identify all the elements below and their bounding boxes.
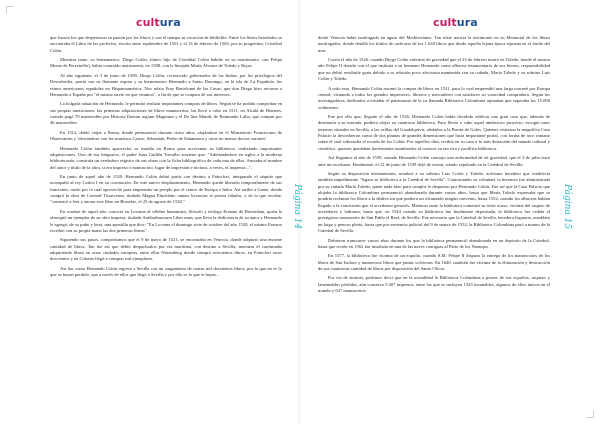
crop-mark-top-left (6, 6, 14, 14)
page-number-left: Página 14 (292, 184, 302, 230)
paragraph: Siguiendo sus pasos, comprobamos que el 9 de mayo de 1521, se encontraba en Venecia, donde adquirió una enorme cantidad de libros. Tan fue así que debió despacharlos por vía marítima, con destino a Sevilla, mientras él continuaba adquiriendo libros en otras ciudades europeas, entre ellas Nüremberg donde compró seiscientos libros, en Fráncfort otros doscientos y en Colonia llegó a comprar mil ejemplares. (50, 237, 282, 262)
logo-right (430, 13, 481, 27)
logo-left (133, 13, 184, 27)
paragraph: que fueron los que despertaron su pasión por los libros y con el tiempo su vocación de bibliófilo. Entre los libros heredados se encontraba el Libro de las profecías, escrito entre septiembre de 1501 y el 13 de febrero de 1504, por su progenitor, Cristóbal Colón. (50, 35, 282, 53)
paragraph: Hernando Colón también aprovechó su estadía en Roma para acrecentar su biblioteca, realizando importantes adquisiciones. Uno de sus biógrafos, el padre Juan Guillén Torralbo sostiene que: "Adelantándose en siglos a la moderna biblioteconía, construía un verdadero registro de sus obras con la ficha bibliográfica de cada una de ellas: Anotaba el nombre del autor y título de la obra, si era impreso o manuscrito, lugar de impresión e incluso, a veces, el impresor...". (50, 145, 282, 170)
paragraph: Por vía de síntesis, podemos decir que en la actualidad la Biblioteca Colombina a poseer de sus expolios, saqueos y lamentables pérdidas, aún conserva 5.407 impresos, entre los que se incluyen 1323 incunables, algunos de ellos únicos en el mundo y 637 manuscritos. (318, 275, 550, 294)
paragraph: Al año siguiente, el 3 de junio de 1509, Diego Colón, reconocido gobernador de las Indias, por los privilegios del Descubridor, partió con su flamante esposa y su hermanastro Hernando a Santo Domingo, en la isla de La Española, los reinos americanos españoles en Hispanoamérica. Nos relata Fray Bartolomé de las Casas, que don Diego hizo retornar a Hernando a España por "el mismo navío en que vinimos", a fin de que se ocupara de sus intereses. (50, 72, 282, 97)
paragraph: Corría el año de 1526, cuando Diego Colón enfermó de gravedad que el 23 de febrero murió en Toledo, donde el mismo año Felipe II dotado con el que instituía a su hermano Hernando como albacea testamentario de sus bienes, responsabilidad que no debió resultarle grata debido a su relación poco afectuosa mantenida con su cuñada, María Toledo y su sobrino Luis Colón y Toledo. (318, 57, 550, 82)
paragraph: Mientras tanto, su hermanastro, Diego Colón, (único hijo de Cristóbal Colón habido en su matrimonio, con Felipa Moniz de Perestrello), había contraído matrimonio, en 1508, con la linajuda María Álvarez de Toledo y Rojas. (50, 57, 282, 69)
logo-main: cult (433, 16, 457, 29)
paragraph: En 1577, la biblioteca fue víctima de un expolio, cuando S.M. Felipe II dispuso la entrega de los manuscritos de los libros de San Isidoro y numerosos libros que jamás volvieron. En 1640, también fue víctima de la eliminación y destrucción de sus cuantiosas cantidad de libros por disposición del Santo Oficio. (318, 253, 550, 271)
right-page (318, 35, 550, 397)
paragraph: Fue por ello que, llegado el año de 1526, Hernando Colón había decidido edificar una gran casa que, además de destinarla a su morada, pudiera alojar su cuantiosa biblioteca. Para llevar a cabo aquel ambicioso proyecto, escogió unos terrenos situados en Sevilla, a las orillas del Guadalquivir, aledaños a la Puerta de Goles. Quienes visitaron la magnífica Casa Palacio la describieron como de dos plantas de grandes dimensiones que lucía importante portal, con forma de arco romano sobre el cual sobresalía el escudo de los Colón. Por aquellos días, recibía en su casa a lo más destacado del mundo cultural y científico, quienes quedaban fuertemente asombrados al conocer su tan rica y prolífica biblioteca. (318, 114, 550, 151)
logo-tail: ura (456, 16, 478, 29)
logo-main: cult (136, 16, 160, 29)
page-number-right: Página 15 (562, 184, 572, 230)
logo-tail: ura (159, 16, 181, 29)
paragraph: En octubre de aquel año, conoció en Lovaina al célebre humanista, filósofo y teólogo Erasmo de Rotterdam, quien le obsequió un ejemplar de su obra impresa, titulada Antibarbarorum Liber unus, que lleva la dedicatoria de su autor y Hernando le agregó, de su puño y letra, una apostilla que dice: "En Lovaina el domingo siete de octubre del año 1520, el mismo Erasmo escribió con su propia mano las dos primeras líneas". (50, 208, 282, 233)
logo-box (430, 13, 481, 31)
paragraph: En junio de aquel año de 1520, Hernando Colón debió partir con destino a Fráncfort, integrando el séquito que acompañó al rey Carlos I en su coronación. En este nuevo desplazamiento, Hernando quedó liberado temporalmente de sus funciones, razón por la cual aprovechó para emprender un periplo por el centro de Europa e Italia. Así arribó a Gante, donde compró la obra de Conradi Thuricense, titulada Magna Elucidatio omnes hystorias et poetas fabulas, y de la que escribe, "comencé a leer y anotar este libro en Bruselas, el 25 de agosto de 1520." (50, 174, 282, 205)
paragraph: Así fue como Hernando Colón regresó a Sevilla con un cargamento de cuatro mil doscientos libros, por lo que no es lo que se hayan perdido, que a través de ellos que llegó a Sevilla y por ello es lo que te hayas... (50, 265, 282, 278)
paragraph: desde Venecia había naufragado en aguas del Mediterráneo. Tan triste noticia la testimonió en su Memorial de los libros naufragados, donde detalló los títulos de cada uno de los 1.638 libros que desde aquella lejana época reposan en el fondo del mar. (318, 35, 550, 53)
paragraph: La holgada situación de Hernando, le permitió realizar importantes compras de libros. Según se ha podido comprobar en sus propias anotaciones, las primeras adquisiciones de libros manuscritos, las llevó a cabo en 1511, en Alcalá de Henares, cuando pagó 70 maravedíes por Historia Iherum regium Magerum y el De fine Mundi, de Raimundo Lulio, que compró por 46 maravedíes. (50, 101, 282, 126)
left-page (50, 35, 282, 397)
paragraph: Así llegamos al año de 1539, cuando Hernando Colón contrajo una enfermedad de tal gravedad, que el 3 de julio testó ante un escribano. Finalmente, el 12 de junio de 1539 dejó de existir, siendo sepultado en la Catedral de Sevilla. (318, 155, 550, 167)
logo-box (133, 13, 184, 31)
paragraph: Debieron transcurrir varios años durante los que la biblioteca permaneció abandonada en un depósito de la Catedral, hasta que recién en 1562 fue instalada en una de las naves contiguas al Patio de los Naranjos. (318, 237, 550, 249)
crop-mark-bottom-right (586, 410, 594, 418)
logo-wordmark (433, 16, 478, 29)
paragraph: Según su disposición testamentaria, nombró a su sobrino Luis Colón y Toledo, acérrimo heredero que establecía también impedimento "legara su biblioteca a la Catedral de Sevilla". Contrariando su voluntad, la herencia fue administrada por su cuñada María Toledo, quien nada hizo para cumplir lo dispuesto por Hernando Colón. Fue así que la Casa Palacio que alojaba la biblioteca Colombina permaneció abandonada durante varios años, hasta que María Toledo expresaba que se pondría reclamar los libros a la dádiva sin que pudiera ser alcanzado ningún convenio, hasta 1552, cuando los albaceas habían llegado a la conclusión que el arcedeano genovés. Mientras tanto la biblioteca comenzó su triste ocaso, víctima del saqueo de acreedores y ladrones, hasta que, en 1544 cuando su biblioteca fue finalmente depositada, la biblioteca fue cedida al prestigioso monasterio de San Pablo el Real, de Sevilla. Fue necesario que la Catedral de Sevilla, heredera legataria, entablara un largo y penoso pleito, hasta que por sentencia judicial del 9 de marzo de 1552, la Biblioteca Colombina pasó a manos de la Catedral de Sevilla. (318, 171, 550, 234)
paragraph: A todo esto, Hernando Colón retomó la compra de libros en 1531, para lo cual emprendió una larga tourneé por Europa central, visitando a todos los grandes impresores, libreros y mercaderes con satisfacer su voracidad compradora. Según los investigadores, dedicados a estudiar el patrimonio de la ya llamada Biblioteca Colombina opinaban que superaba los 15.000 volúmenes. (318, 85, 550, 110)
paragraph: En 1512, debió viajar a Roma, donde permaneció durante cinco años, alojándose en el Monasterio Franciscano de Observantes y 'educándose con los maestros Castro, Sebastián, Pedro de Salamanca y otros no menos doctos varones'. (50, 129, 282, 142)
logo-wordmark (136, 16, 181, 29)
